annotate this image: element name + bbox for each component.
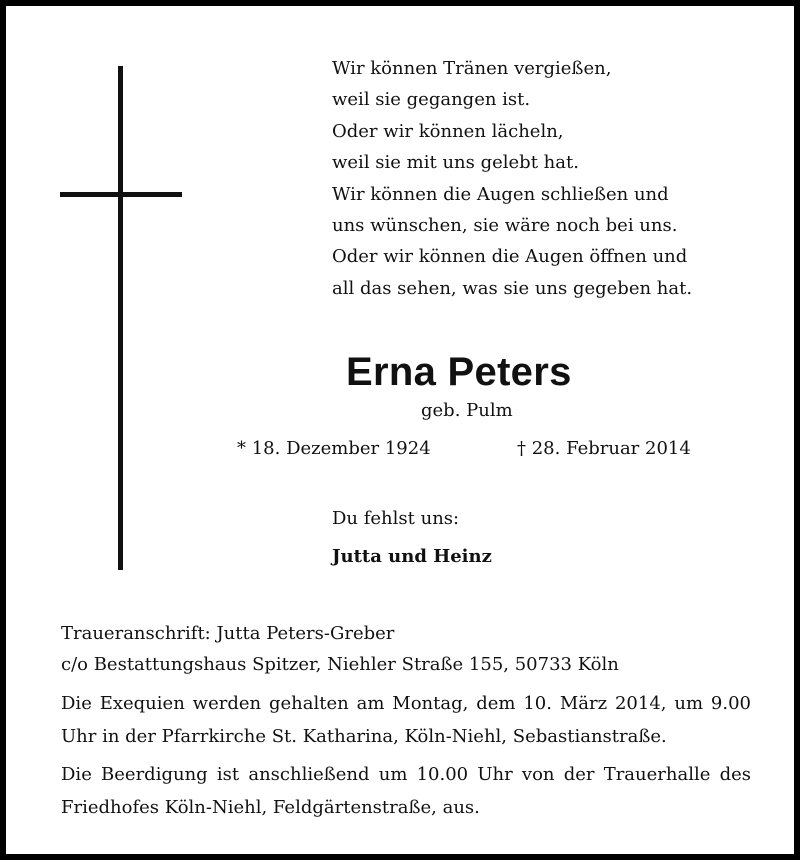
poem-line: Wir können Tränen vergießen,	[332, 58, 612, 79]
poem-line: weil sie gegangen ist.	[332, 89, 531, 111]
address-line: c/o Bestattungshaus Spitzer, Niehler Straße 155, 50733 Köln	[61, 654, 619, 675]
address-line: Traueranschrift: Jutta Peters-Greber	[61, 623, 395, 644]
mourners-intro: Du fehlst uns:	[332, 508, 460, 529]
death-date: † 28. Februar 2014	[517, 438, 691, 459]
deceased-name: Erna Peters	[346, 350, 572, 394]
poem-line: uns wünschen, sie wäre noch bei uns.	[332, 214, 678, 236]
exequien-paragraph: Die Exequien werden gehalten am Montag, dem 10. März 2014, um 9.00 Uhr in der Pfarrkirche St. Katharina, Köln-Niehl, Sebastianstraße.	[61, 693, 751, 747]
poem-line: weil sie mit uns gelebt hat.	[332, 152, 579, 174]
mourners-names: Jutta und Heinz	[332, 546, 492, 567]
birth-date: * 18. Dezember 1924	[237, 438, 431, 459]
birth-name: geb. Pulm	[421, 400, 513, 421]
poem	[332, 53, 772, 304]
poem-line: Oder wir können die Augen öffnen und	[332, 246, 688, 268]
cross-vertical-bar	[118, 66, 123, 570]
poem-line: Oder wir können lächeln,	[332, 120, 564, 142]
poem-line: Wir können die Augen schließen und	[332, 183, 669, 205]
mourning-address	[61, 618, 751, 680]
burial-paragraph: Die Beerdigung ist anschließend um 10.00 Uhr von der Trauerhalle des Friedhofes Köln-Niehl, Feldgärtenstraße, aus.	[61, 764, 751, 818]
cross-horizontal-bar	[60, 192, 182, 197]
poem-line: all das sehen, was sie uns gegeben hat.	[332, 277, 693, 299]
